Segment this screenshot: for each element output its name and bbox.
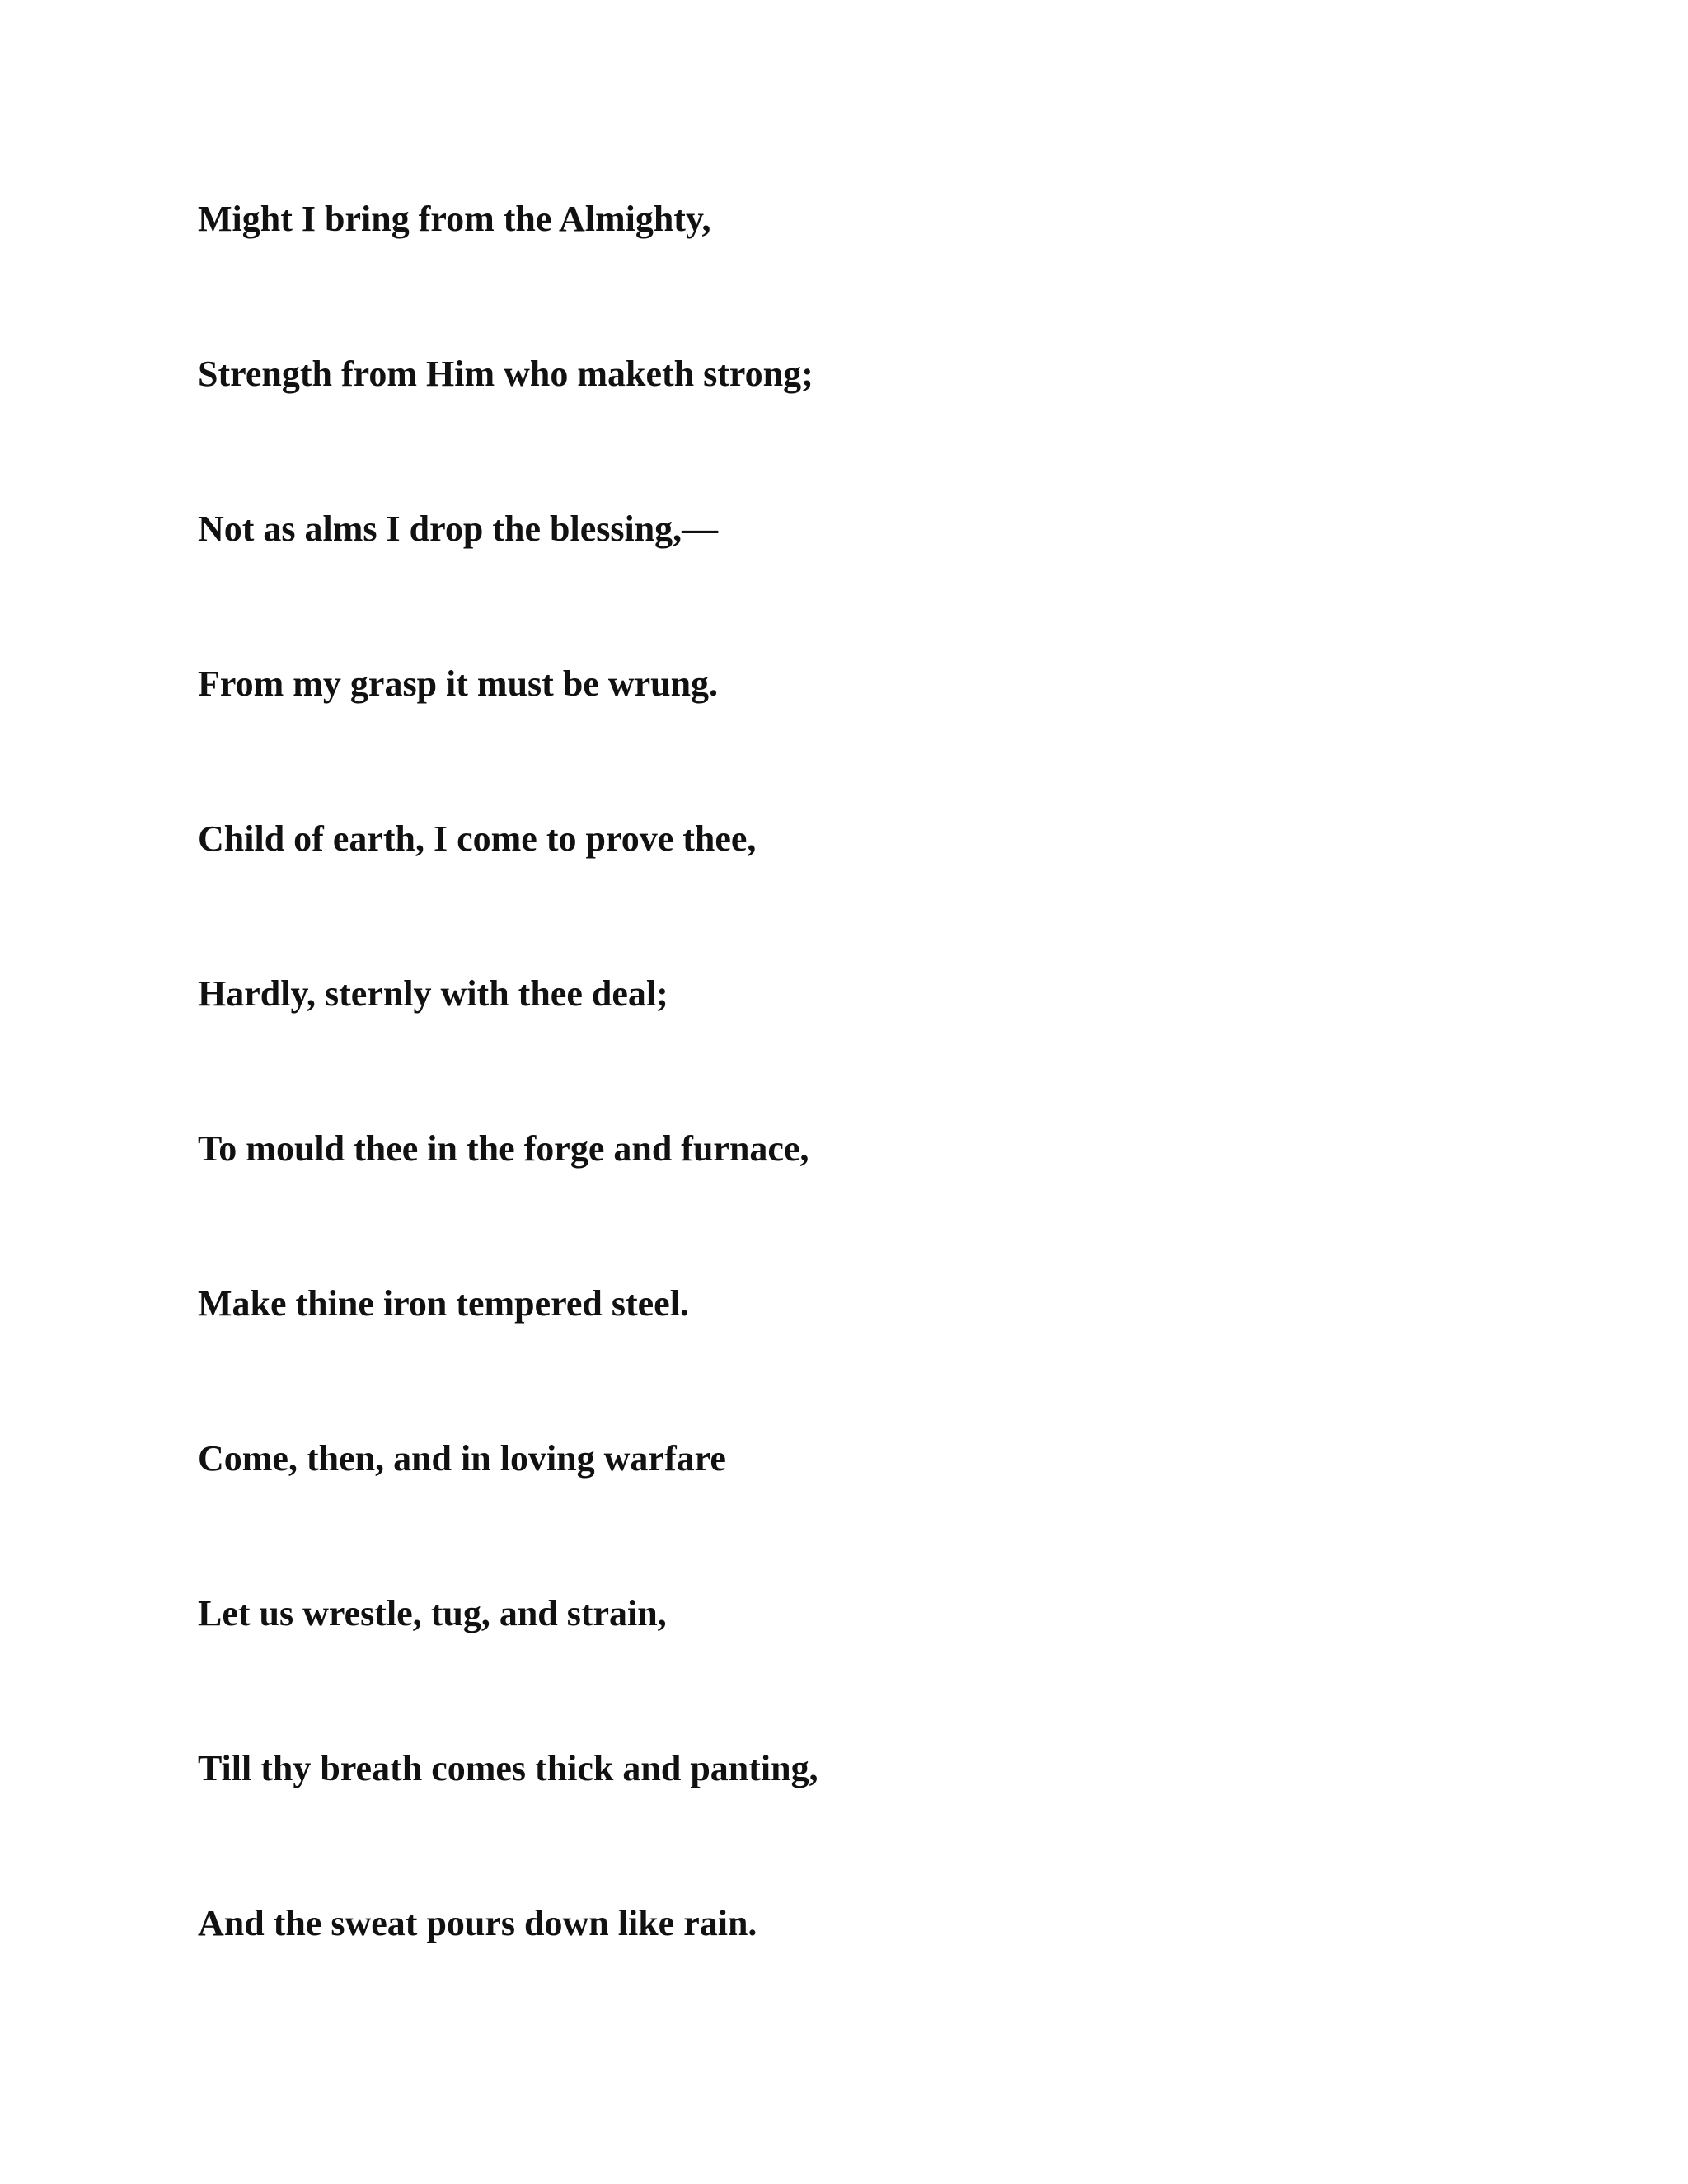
poem-line: Come, then, and in loving warfare: [198, 1438, 726, 1479]
poem-line: Till thy breath comes thick and panting,: [198, 1748, 818, 1788]
poem-line: To mould thee in the forge and furnace,: [198, 1128, 809, 1169]
poem-line: From my grasp it must be wrung.: [198, 663, 719, 704]
poem-line: Strength from Him who maketh strong;: [198, 354, 814, 394]
poem-line: Let us wrestle, tug, and strain,: [198, 1593, 667, 1633]
poem-line: Hardly, sternly with thee deal;: [198, 973, 668, 1014]
poem-line: Not as alms I drop the blessing,—: [198, 509, 719, 549]
poem-line: Make thine iron tempered steel.: [198, 1283, 689, 1324]
poem-line: Child of earth, I come to prove thee,: [198, 818, 757, 859]
poem-line: And the sweat pours down like rain.: [198, 1903, 757, 1943]
poem-line: Might I bring from the Almighty,: [198, 199, 711, 239]
